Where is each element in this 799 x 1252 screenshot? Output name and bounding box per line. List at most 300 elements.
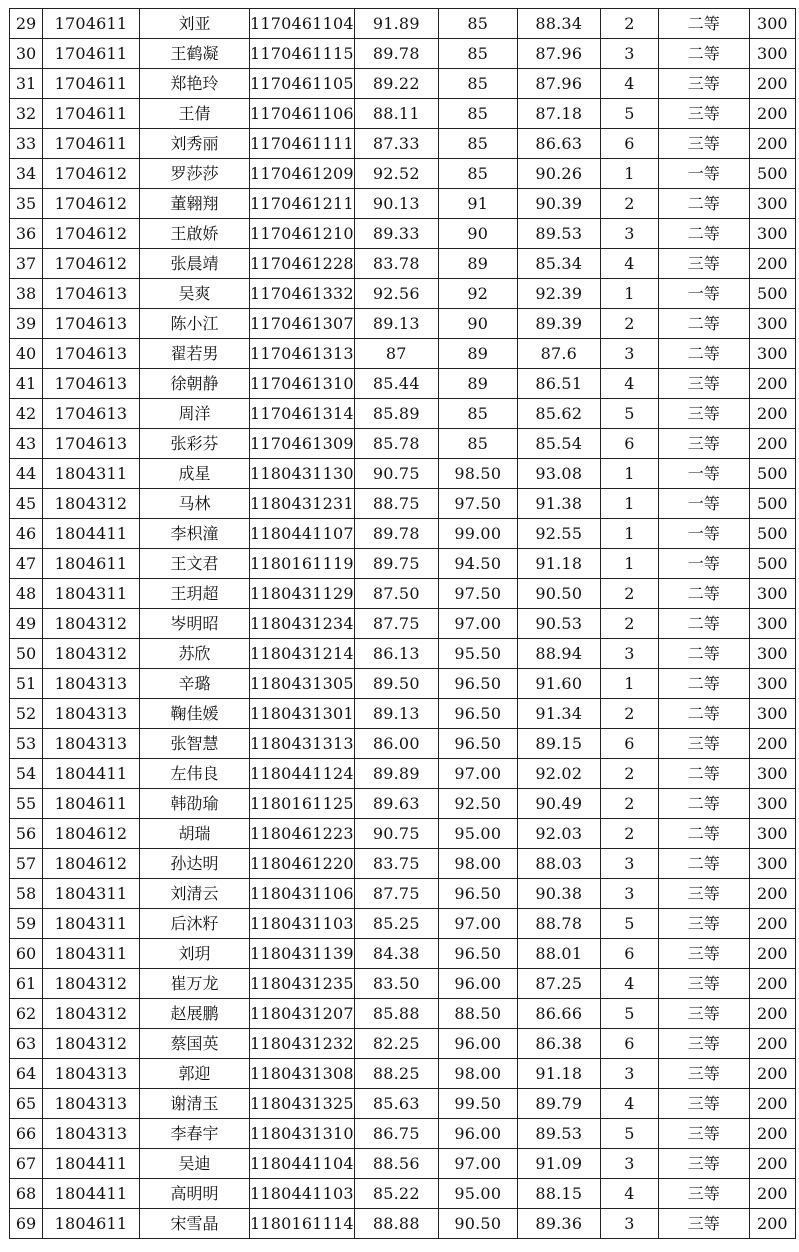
total-score-cell: 88.94 <box>517 639 600 669</box>
row-number-cell: 37 <box>10 249 43 279</box>
table-row <box>10 1119 796 1149</box>
total-score-cell: 92.39 <box>517 279 600 309</box>
student-name-cell: 罗莎莎 <box>140 159 250 189</box>
row-number-cell: 68 <box>10 1179 43 1209</box>
rank-cell: 6 <box>600 1029 658 1059</box>
award-level-cell: 三等 <box>658 249 749 279</box>
table-row <box>10 669 796 699</box>
score-1-cell: 85.88 <box>354 999 438 1029</box>
score-1-cell: 85.63 <box>354 1089 438 1119</box>
row-number-cell: 66 <box>10 1119 43 1149</box>
student-id-cell: 1170461209 <box>250 159 355 189</box>
amount-cell: 200 <box>749 129 795 159</box>
rank-cell: 3 <box>600 219 658 249</box>
score-1-cell: 87.33 <box>354 129 438 159</box>
score-2-cell: 96.50 <box>438 729 517 759</box>
award-level-cell: 二等 <box>658 609 749 639</box>
student-id-cell: 1180441107 <box>250 519 355 549</box>
total-score-cell: 88.34 <box>517 9 600 39</box>
class-number-cell: 1804611 <box>43 549 140 579</box>
student-name-cell: 董翱翔 <box>140 189 250 219</box>
award-level-cell: 三等 <box>658 1029 749 1059</box>
class-number-cell: 1704613 <box>43 369 140 399</box>
score-1-cell: 86.75 <box>354 1119 438 1149</box>
score-1-cell: 89.13 <box>354 309 438 339</box>
amount-cell: 500 <box>749 279 795 309</box>
row-number-cell: 56 <box>10 819 43 849</box>
score-2-cell: 97.00 <box>438 759 517 789</box>
rank-cell: 3 <box>600 1209 658 1239</box>
table-row <box>10 99 796 129</box>
row-number-cell: 40 <box>10 339 43 369</box>
award-level-cell: 三等 <box>658 909 749 939</box>
amount-cell: 300 <box>749 579 795 609</box>
rank-cell: 3 <box>600 1059 658 1089</box>
table-row <box>10 579 796 609</box>
total-score-cell: 87.96 <box>517 69 600 99</box>
rank-cell: 5 <box>600 999 658 1029</box>
rank-cell: 4 <box>600 1179 658 1209</box>
row-number-cell: 67 <box>10 1149 43 1179</box>
amount-cell: 300 <box>749 309 795 339</box>
student-id-cell: 1180441103 <box>250 1179 355 1209</box>
student-id-cell: 1180441104 <box>250 1149 355 1179</box>
class-number-cell: 1704613 <box>43 429 140 459</box>
student-name-cell: 吴爽 <box>140 279 250 309</box>
total-score-cell: 89.53 <box>517 219 600 249</box>
score-1-cell: 90.75 <box>354 819 438 849</box>
student-name-cell: 王文君 <box>140 549 250 579</box>
rank-cell: 6 <box>600 129 658 159</box>
table-row <box>10 639 796 669</box>
rank-cell: 1 <box>600 519 658 549</box>
student-id-cell: 1180431234 <box>250 609 355 639</box>
student-id-cell: 1180431103 <box>250 909 355 939</box>
amount-cell: 200 <box>749 1119 795 1149</box>
class-number-cell: 1804311 <box>43 879 140 909</box>
student-id-cell: 1170461307 <box>250 309 355 339</box>
award-level-cell: 二等 <box>658 39 749 69</box>
amount-cell: 200 <box>749 1059 795 1089</box>
award-level-cell: 三等 <box>658 969 749 999</box>
rank-cell: 5 <box>600 99 658 129</box>
class-number-cell: 1804312 <box>43 489 140 519</box>
amount-cell: 300 <box>749 609 795 639</box>
student-id-cell: 1180431313 <box>250 729 355 759</box>
award-level-cell: 一等 <box>658 489 749 519</box>
score-2-cell: 85 <box>438 69 517 99</box>
table-row <box>10 549 796 579</box>
total-score-cell: 87.25 <box>517 969 600 999</box>
table-row <box>10 909 796 939</box>
student-id-cell: 1180431129 <box>250 579 355 609</box>
award-level-cell: 一等 <box>658 159 749 189</box>
score-2-cell: 92 <box>438 279 517 309</box>
rank-cell: 4 <box>600 1089 658 1119</box>
student-id-cell: 1180461223 <box>250 819 355 849</box>
score-2-cell: 85 <box>438 129 517 159</box>
rank-cell: 3 <box>600 879 658 909</box>
amount-cell: 300 <box>749 759 795 789</box>
total-score-cell: 88.15 <box>517 1179 600 1209</box>
student-id-cell: 1170461228 <box>250 249 355 279</box>
total-score-cell: 87.6 <box>517 339 600 369</box>
table-row <box>10 459 796 489</box>
row-number-cell: 34 <box>10 159 43 189</box>
student-name-cell: 刘玥 <box>140 939 250 969</box>
score-2-cell: 89 <box>438 249 517 279</box>
amount-cell: 200 <box>749 369 795 399</box>
score-2-cell: 85 <box>438 9 517 39</box>
student-id-cell: 1180161119 <box>250 549 355 579</box>
student-id-cell: 1180431232 <box>250 1029 355 1059</box>
student-id-cell: 1180441124 <box>250 759 355 789</box>
score-2-cell: 89 <box>438 339 517 369</box>
amount-cell: 200 <box>749 1029 795 1059</box>
student-id-cell: 1170461211 <box>250 189 355 219</box>
score-1-cell: 87.50 <box>354 579 438 609</box>
table-row <box>10 249 796 279</box>
score-2-cell: 95.50 <box>438 639 517 669</box>
total-score-cell: 91.60 <box>517 669 600 699</box>
award-level-cell: 二等 <box>658 789 749 819</box>
score-2-cell: 97.50 <box>438 579 517 609</box>
score-2-cell: 88.50 <box>438 999 517 1029</box>
total-score-cell: 90.50 <box>517 579 600 609</box>
row-number-cell: 29 <box>10 9 43 39</box>
rank-cell: 2 <box>600 819 658 849</box>
rank-cell: 2 <box>600 609 658 639</box>
score-1-cell: 86.13 <box>354 639 438 669</box>
row-number-cell: 30 <box>10 39 43 69</box>
amount-cell: 200 <box>749 69 795 99</box>
class-number-cell: 1804313 <box>43 699 140 729</box>
row-number-cell: 52 <box>10 699 43 729</box>
total-score-cell: 90.49 <box>517 789 600 819</box>
amount-cell: 300 <box>749 339 795 369</box>
score-2-cell: 90 <box>438 219 517 249</box>
score-1-cell: 88.88 <box>354 1209 438 1239</box>
student-name-cell: 张晨靖 <box>140 249 250 279</box>
scholarship-table <box>9 8 796 1239</box>
total-score-cell: 91.18 <box>517 549 600 579</box>
class-number-cell: 1804312 <box>43 1029 140 1059</box>
student-name-cell: 王啟娇 <box>140 219 250 249</box>
score-1-cell: 85.22 <box>354 1179 438 1209</box>
row-number-cell: 60 <box>10 939 43 969</box>
score-2-cell: 90 <box>438 309 517 339</box>
score-2-cell: 85 <box>438 99 517 129</box>
student-id-cell: 1170461309 <box>250 429 355 459</box>
score-1-cell: 89.78 <box>354 39 438 69</box>
rank-cell: 2 <box>600 189 658 219</box>
student-name-cell: 马林 <box>140 489 250 519</box>
student-id-cell: 1170461210 <box>250 219 355 249</box>
row-number-cell: 41 <box>10 369 43 399</box>
total-score-cell: 88.78 <box>517 909 600 939</box>
score-1-cell: 85.78 <box>354 429 438 459</box>
amount-cell: 200 <box>749 99 795 129</box>
row-number-cell: 64 <box>10 1059 43 1089</box>
rank-cell: 5 <box>600 909 658 939</box>
table-row <box>10 999 796 1029</box>
student-name-cell: 吴迪 <box>140 1149 250 1179</box>
award-level-cell: 三等 <box>658 879 749 909</box>
award-level-cell: 二等 <box>658 819 749 849</box>
score-1-cell: 83.50 <box>354 969 438 999</box>
total-score-cell: 87.18 <box>517 99 600 129</box>
amount-cell: 200 <box>749 399 795 429</box>
score-1-cell: 87.75 <box>354 609 438 639</box>
award-level-cell: 三等 <box>658 129 749 159</box>
row-number-cell: 49 <box>10 609 43 639</box>
amount-cell: 200 <box>749 1089 795 1119</box>
total-score-cell: 89.79 <box>517 1089 600 1119</box>
student-name-cell: 宋雪晶 <box>140 1209 250 1239</box>
amount-cell: 300 <box>749 9 795 39</box>
award-level-cell: 三等 <box>658 1059 749 1089</box>
student-name-cell: 成星 <box>140 459 250 489</box>
amount-cell: 200 <box>749 909 795 939</box>
rank-cell: 4 <box>600 969 658 999</box>
amount-cell: 200 <box>749 1209 795 1239</box>
class-number-cell: 1804411 <box>43 1149 140 1179</box>
award-level-cell: 三等 <box>658 369 749 399</box>
award-level-cell: 二等 <box>658 669 749 699</box>
class-number-cell: 1804312 <box>43 999 140 1029</box>
award-level-cell: 二等 <box>658 849 749 879</box>
amount-cell: 200 <box>749 969 795 999</box>
rank-cell: 2 <box>600 789 658 819</box>
row-number-cell: 58 <box>10 879 43 909</box>
row-number-cell: 55 <box>10 789 43 819</box>
score-2-cell: 85 <box>438 399 517 429</box>
score-2-cell: 96.50 <box>438 669 517 699</box>
score-2-cell: 97.50 <box>438 489 517 519</box>
student-id-cell: 1170461313 <box>250 339 355 369</box>
table-row <box>10 309 796 339</box>
table-row <box>10 759 796 789</box>
class-number-cell: 1804611 <box>43 1209 140 1239</box>
rank-cell: 3 <box>600 39 658 69</box>
amount-cell: 500 <box>749 519 795 549</box>
amount-cell: 200 <box>749 729 795 759</box>
award-level-cell: 二等 <box>658 759 749 789</box>
table-row <box>10 399 796 429</box>
row-number-cell: 48 <box>10 579 43 609</box>
score-1-cell: 89.78 <box>354 519 438 549</box>
student-name-cell: 李枳潼 <box>140 519 250 549</box>
score-2-cell: 98.50 <box>438 459 517 489</box>
award-level-cell: 三等 <box>658 729 749 759</box>
score-1-cell: 85.89 <box>354 399 438 429</box>
rank-cell: 3 <box>600 339 658 369</box>
score-1-cell: 82.25 <box>354 1029 438 1059</box>
row-number-cell: 33 <box>10 129 43 159</box>
amount-cell: 500 <box>749 159 795 189</box>
rank-cell: 5 <box>600 1119 658 1149</box>
score-1-cell: 90.13 <box>354 189 438 219</box>
total-score-cell: 86.66 <box>517 999 600 1029</box>
score-1-cell: 89.50 <box>354 669 438 699</box>
score-1-cell: 88.75 <box>354 489 438 519</box>
award-level-cell: 一等 <box>658 549 749 579</box>
row-number-cell: 53 <box>10 729 43 759</box>
award-level-cell: 二等 <box>658 189 749 219</box>
table-row <box>10 39 796 69</box>
student-id-cell: 1180161125 <box>250 789 355 819</box>
amount-cell: 500 <box>749 489 795 519</box>
score-2-cell: 98.00 <box>438 1059 517 1089</box>
award-level-cell: 三等 <box>658 1149 749 1179</box>
rank-cell: 6 <box>600 429 658 459</box>
student-name-cell: 辛璐 <box>140 669 250 699</box>
student-name-cell: 郭迎 <box>140 1059 250 1089</box>
table-row <box>10 9 796 39</box>
score-2-cell: 98.00 <box>438 849 517 879</box>
total-score-cell: 91.34 <box>517 699 600 729</box>
table-row <box>10 339 796 369</box>
score-2-cell: 96.00 <box>438 969 517 999</box>
student-name-cell: 王玥超 <box>140 579 250 609</box>
class-number-cell: 1804311 <box>43 579 140 609</box>
score-1-cell: 83.75 <box>354 849 438 879</box>
table-row <box>10 429 796 459</box>
total-score-cell: 85.54 <box>517 429 600 459</box>
student-id-cell: 1180431308 <box>250 1059 355 1089</box>
student-name-cell: 陈小江 <box>140 309 250 339</box>
row-number-cell: 65 <box>10 1089 43 1119</box>
score-2-cell: 99.00 <box>438 519 517 549</box>
student-id-cell: 1180431214 <box>250 639 355 669</box>
student-name-cell: 刘亚 <box>140 9 250 39</box>
row-number-cell: 46 <box>10 519 43 549</box>
student-name-cell: 王鹤凝 <box>140 39 250 69</box>
total-score-cell: 91.09 <box>517 1149 600 1179</box>
award-level-cell: 三等 <box>658 1209 749 1239</box>
class-number-cell: 1704612 <box>43 219 140 249</box>
student-name-cell: 韩劭瑜 <box>140 789 250 819</box>
score-1-cell: 87 <box>354 339 438 369</box>
student-name-cell: 徐朝静 <box>140 369 250 399</box>
score-2-cell: 85 <box>438 39 517 69</box>
class-number-cell: 1804411 <box>43 519 140 549</box>
total-score-cell: 87.96 <box>517 39 600 69</box>
total-score-cell: 91.18 <box>517 1059 600 1089</box>
score-2-cell: 99.50 <box>438 1089 517 1119</box>
rank-cell: 4 <box>600 249 658 279</box>
class-number-cell: 1704613 <box>43 339 140 369</box>
student-id-cell: 1180431130 <box>250 459 355 489</box>
class-number-cell: 1704613 <box>43 279 140 309</box>
rank-cell: 1 <box>600 279 658 309</box>
total-score-cell: 92.02 <box>517 759 600 789</box>
class-number-cell: 1804612 <box>43 819 140 849</box>
score-1-cell: 88.25 <box>354 1059 438 1089</box>
table-row <box>10 939 796 969</box>
class-number-cell: 1804312 <box>43 969 140 999</box>
table-row <box>10 489 796 519</box>
award-level-cell: 三等 <box>658 1179 749 1209</box>
rank-cell: 3 <box>600 849 658 879</box>
rank-cell: 1 <box>600 159 658 189</box>
total-score-cell: 86.63 <box>517 129 600 159</box>
row-number-cell: 57 <box>10 849 43 879</box>
student-name-cell: 周洋 <box>140 399 250 429</box>
rank-cell: 1 <box>600 669 658 699</box>
score-1-cell: 92.52 <box>354 159 438 189</box>
table-row <box>10 729 796 759</box>
score-1-cell: 88.11 <box>354 99 438 129</box>
class-number-cell: 1804313 <box>43 1089 140 1119</box>
student-id-cell: 1180431207 <box>250 999 355 1029</box>
row-number-cell: 32 <box>10 99 43 129</box>
rank-cell: 3 <box>600 639 658 669</box>
total-score-cell: 89.36 <box>517 1209 600 1239</box>
score-2-cell: 94.50 <box>438 549 517 579</box>
student-id-cell: 1170461115 <box>250 39 355 69</box>
row-number-cell: 59 <box>10 909 43 939</box>
amount-cell: 300 <box>749 819 795 849</box>
total-score-cell: 90.26 <box>517 159 600 189</box>
score-2-cell: 95.00 <box>438 819 517 849</box>
table-row <box>10 1029 796 1059</box>
rank-cell: 1 <box>600 459 658 489</box>
award-level-cell: 二等 <box>658 579 749 609</box>
student-name-cell: 苏欣 <box>140 639 250 669</box>
table-row <box>10 189 796 219</box>
table-row <box>10 1209 796 1239</box>
score-1-cell: 84.38 <box>354 939 438 969</box>
table-row <box>10 1179 796 1209</box>
amount-cell: 300 <box>749 699 795 729</box>
row-number-cell: 43 <box>10 429 43 459</box>
student-name-cell: 刘清云 <box>140 879 250 909</box>
score-2-cell: 96.00 <box>438 1029 517 1059</box>
student-id-cell: 1170461310 <box>250 369 355 399</box>
score-2-cell: 85 <box>438 429 517 459</box>
award-level-cell: 二等 <box>658 309 749 339</box>
student-name-cell: 李春宇 <box>140 1119 250 1149</box>
class-number-cell: 1804411 <box>43 1179 140 1209</box>
score-1-cell: 86.00 <box>354 729 438 759</box>
amount-cell: 500 <box>749 549 795 579</box>
student-name-cell: 蔡国英 <box>140 1029 250 1059</box>
row-number-cell: 38 <box>10 279 43 309</box>
row-number-cell: 54 <box>10 759 43 789</box>
table-row <box>10 369 796 399</box>
amount-cell: 200 <box>749 999 795 1029</box>
class-number-cell: 1704611 <box>43 39 140 69</box>
amount-cell: 200 <box>749 939 795 969</box>
award-level-cell: 三等 <box>658 1119 749 1149</box>
score-2-cell: 96.50 <box>438 879 517 909</box>
rank-cell: 4 <box>600 369 658 399</box>
table-row <box>10 699 796 729</box>
score-1-cell: 88.56 <box>354 1149 438 1179</box>
student-id-cell: 1180431106 <box>250 879 355 909</box>
award-level-cell: 一等 <box>658 279 749 309</box>
score-1-cell: 89.13 <box>354 699 438 729</box>
student-id-cell: 1180431310 <box>250 1119 355 1149</box>
rank-cell: 4 <box>600 69 658 99</box>
award-level-cell: 二等 <box>658 339 749 369</box>
award-level-cell: 三等 <box>658 1089 749 1119</box>
table-row <box>10 819 796 849</box>
score-1-cell: 92.56 <box>354 279 438 309</box>
student-id-cell: 1180161114 <box>250 1209 355 1239</box>
award-level-cell: 一等 <box>658 519 749 549</box>
